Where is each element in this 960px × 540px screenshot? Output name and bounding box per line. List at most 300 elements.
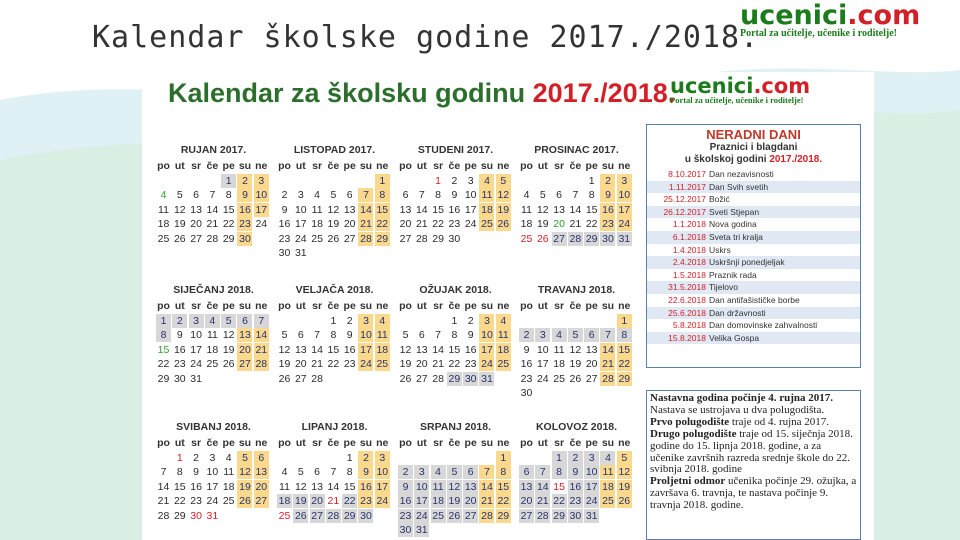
weekday-label: po	[399, 160, 412, 172]
day-cell: 10	[376, 466, 389, 478]
holiday-item	[647, 231, 860, 244]
day-cell: 5	[617, 451, 632, 465]
day-cell: 2	[467, 314, 474, 327]
day-cell: 6	[237, 314, 252, 328]
weekday-header	[277, 299, 392, 314]
day-cell: 23	[190, 495, 202, 507]
day-cell: 1	[435, 174, 442, 187]
day-cell: 3	[535, 328, 550, 342]
day-cell	[189, 174, 204, 188]
month-name: SIJEČANJ 2018.	[173, 284, 254, 296]
day-cell	[600, 314, 615, 328]
holiday-name: Dan nezavisnosti	[709, 169, 774, 179]
day-cell	[156, 451, 171, 465]
day-cell: 3	[467, 174, 474, 187]
day-cell: 22	[327, 358, 340, 370]
day-cell: 19	[327, 218, 340, 230]
day-cell: 13	[239, 329, 251, 341]
week-row	[277, 217, 392, 232]
day-cell	[237, 372, 252, 386]
day-cell: 10	[255, 189, 268, 201]
day-cell: 12	[569, 343, 582, 356]
month-name: SVIBANJ 2018.	[176, 421, 251, 433]
day-cell: 15	[157, 343, 170, 356]
school-year-info-box	[646, 390, 861, 540]
week-row	[156, 328, 271, 343]
day-cell: 24	[294, 232, 307, 245]
weekday-label: ne	[618, 437, 631, 449]
day-cell: 19	[448, 495, 461, 507]
day-cell: 5	[539, 189, 546, 201]
day-cell: 28	[415, 232, 428, 245]
day-cell: 23	[239, 218, 251, 230]
week-row	[398, 451, 513, 466]
weekday-label: ne	[618, 160, 631, 172]
day-cell: 4	[523, 189, 530, 201]
day-cell	[398, 314, 413, 328]
day-cell: 5	[237, 451, 252, 465]
holiday-date: 8.10.2017	[668, 169, 706, 179]
holiday-date: 6.1.2018	[672, 231, 706, 242]
week-row	[277, 509, 392, 524]
day-cell: 19	[536, 218, 549, 230]
day-cell: 7	[418, 189, 425, 201]
day-cell: 9	[467, 329, 474, 341]
weekday-label: če	[206, 300, 219, 312]
holiday-name: Sveti Stjepan	[709, 206, 760, 217]
week-row	[398, 372, 513, 387]
day-cell: 6	[418, 329, 425, 341]
day-cell: 14	[415, 203, 428, 216]
week-row	[156, 203, 271, 218]
weekday-label: ne	[376, 437, 389, 449]
day-cell: 1	[617, 314, 632, 328]
day-cell: 1	[156, 314, 171, 328]
weekday-label: pe	[464, 300, 477, 312]
day-cell: 15	[327, 343, 340, 356]
day-cell: 1	[330, 314, 337, 327]
holiday-name: Uskrs	[709, 244, 731, 255]
day-cell: 21	[602, 358, 614, 370]
weekday-label: su	[359, 300, 373, 312]
weekday-label: ut	[174, 300, 185, 312]
day-cell: 6	[254, 451, 269, 465]
weekday-label: ut	[537, 300, 548, 312]
weekday-header	[398, 159, 513, 174]
day-cell: 31	[294, 247, 307, 259]
weekday-label: sr	[433, 160, 444, 172]
month-calendar	[519, 144, 634, 246]
day-cell: 16	[399, 495, 412, 507]
weekday-label: ut	[174, 160, 185, 172]
day-cell: 4	[205, 314, 220, 328]
day-cell: 25	[376, 358, 389, 370]
day-cell: 18	[497, 343, 510, 356]
weekday-label: ut	[174, 437, 185, 449]
day-cell: 21	[255, 343, 268, 356]
info-second-semester-label: Drugo polugodište	[650, 427, 737, 440]
day-cell: 28	[157, 509, 170, 522]
weekday-label: su	[238, 300, 252, 312]
poster-heading: Kalendar za školsku godinu 2017./2018.	[168, 78, 676, 108]
day-cell: 26	[173, 232, 186, 245]
day-cell: 24	[255, 218, 268, 230]
week-row	[519, 357, 634, 372]
day-cell: 17	[294, 218, 307, 230]
day-cell: 15	[497, 480, 510, 493]
week-row	[277, 328, 392, 343]
weekday-label: po	[157, 300, 170, 312]
weekday-label: pe	[222, 300, 235, 312]
day-cell: 7	[358, 188, 373, 202]
week-row	[277, 314, 392, 329]
day-cell	[326, 451, 341, 465]
month-calendar	[156, 144, 271, 246]
weekday-label: pe	[464, 437, 477, 449]
day-cell: 13	[415, 343, 428, 356]
day-cell: 18	[278, 495, 291, 507]
day-cell: 11	[279, 480, 290, 493]
nonworking-title: NERADNI DANI	[706, 127, 801, 142]
holiday-name: Uskršnji ponedjeljak	[709, 257, 785, 268]
day-cell	[398, 451, 413, 465]
day-cell: 22	[157, 358, 170, 370]
day-cell: 1	[451, 314, 458, 327]
poster-logo-tagline: Portal za učitelje, učenike i roditelje!	[670, 95, 804, 105]
day-cell: 14	[311, 343, 323, 356]
day-cell: 18	[206, 343, 219, 356]
day-cell	[431, 451, 446, 465]
day-cell: 10	[464, 189, 477, 201]
info-spring-break: učenika počinje 29. ožujka, a završava 6. travnja, te nastava počinje 9. travnja 2018. godine.	[650, 475, 857, 512]
weekday-label: ut	[416, 437, 427, 449]
holiday-name: Sveta tri kralja	[709, 231, 763, 242]
week-row	[519, 372, 634, 387]
day-cell: 28	[602, 372, 614, 385]
day-cell	[293, 314, 308, 328]
day-cell	[398, 174, 413, 188]
month-name: RUJAN 2017.	[180, 144, 247, 156]
day-cell: 17	[618, 203, 631, 216]
week-row	[277, 480, 392, 495]
holiday-item	[647, 332, 860, 345]
day-cell: 27	[520, 509, 533, 522]
day-cell: 19	[173, 218, 186, 230]
weekday-label: ne	[497, 160, 510, 172]
day-cell: 8	[552, 465, 567, 479]
day-cell: 23	[448, 218, 461, 230]
day-cell: 20	[464, 495, 477, 507]
week-row	[519, 174, 634, 189]
day-cell: 4	[314, 189, 321, 201]
holiday-date: 22.6.2018	[668, 294, 706, 305]
day-cell: 27	[239, 358, 251, 370]
day-cell: 4	[600, 451, 615, 465]
day-cell	[326, 174, 341, 188]
nonworking-subtitle-year: u školskoj godini 2017./2018.	[684, 154, 823, 165]
day-cell: 1	[496, 451, 511, 465]
weekday-header	[277, 159, 392, 174]
day-cell: 15	[585, 203, 598, 216]
day-cell: 12	[173, 203, 186, 216]
holiday-item	[647, 319, 860, 332]
week-row	[519, 328, 634, 343]
day-cell: 11	[375, 328, 390, 342]
day-cell: 17	[481, 343, 493, 356]
weekday-label: pe	[222, 437, 235, 449]
day-cell: 30	[520, 387, 533, 399]
day-cell: 23	[278, 232, 291, 245]
day-cell: 12	[399, 343, 412, 356]
month-name: OŽUJAK 2018.	[419, 284, 492, 296]
day-cell: 8	[375, 188, 390, 202]
weekday-label: su	[359, 160, 373, 172]
day-cell	[254, 509, 269, 523]
day-cell: 8	[156, 328, 171, 342]
day-cell: 4	[479, 174, 494, 188]
weekday-label: su	[238, 437, 252, 449]
day-cell	[535, 314, 550, 328]
day-cell: 25	[432, 509, 444, 522]
month-calendar	[277, 421, 392, 523]
day-cell: 11	[600, 465, 615, 479]
day-cell: 4	[225, 451, 232, 464]
day-cell: 17	[360, 343, 372, 356]
day-cell: 13	[311, 480, 323, 493]
day-cell: 7	[209, 189, 216, 201]
day-cell	[254, 232, 269, 246]
holiday-date: 15.8.2018	[668, 332, 706, 343]
week-row	[398, 203, 513, 218]
day-cell	[431, 523, 446, 537]
week-row	[519, 343, 634, 358]
day-cell	[342, 246, 357, 260]
day-cell: 22	[585, 218, 598, 230]
day-cell: 15	[618, 343, 631, 356]
holiday-name: Nova godina	[709, 219, 757, 230]
day-cell: 5	[568, 328, 583, 342]
week-row	[398, 314, 513, 329]
day-cell: 1	[176, 451, 183, 464]
day-cell: 7	[572, 189, 579, 201]
week-row	[156, 357, 271, 372]
day-cell: 21	[432, 358, 444, 370]
day-cell: 12	[536, 203, 549, 216]
week-row	[156, 217, 271, 232]
holiday-item	[647, 193, 860, 206]
weekday-label: su	[480, 160, 494, 172]
weekday-label: pe	[464, 160, 477, 172]
day-cell: 4	[431, 465, 446, 479]
weekday-label: sr	[554, 437, 565, 449]
month-calendar	[519, 284, 634, 401]
holiday-item	[647, 294, 860, 307]
day-cell	[600, 509, 615, 523]
holiday-name: Dan Svih svetih	[709, 181, 769, 192]
day-cell: 27	[343, 232, 356, 245]
day-cell	[568, 174, 583, 188]
day-cell: 18	[432, 495, 444, 507]
day-cell: 2	[451, 174, 458, 187]
day-cell: 13	[190, 203, 202, 216]
day-cell: 22	[432, 218, 444, 230]
day-cell: 24	[190, 358, 202, 370]
day-cell: 29	[618, 372, 631, 385]
week-row	[277, 372, 392, 387]
day-cell: 23	[399, 509, 412, 522]
day-cell: 7	[600, 328, 615, 342]
weekday-label: po	[157, 160, 170, 172]
day-cell: 20	[294, 358, 307, 370]
day-cell: 1	[346, 451, 353, 464]
day-cell: 30	[360, 509, 372, 522]
day-cell: 7	[314, 329, 321, 341]
day-cell	[310, 314, 325, 328]
day-cell: 12	[448, 480, 461, 493]
weekday-label: sr	[433, 300, 444, 312]
day-cell: 21	[415, 218, 428, 230]
week-row	[398, 188, 513, 203]
week-row	[277, 465, 392, 480]
day-cell: 9	[281, 203, 288, 216]
day-cell: 23	[343, 358, 356, 370]
day-cell: 9	[346, 329, 353, 341]
day-cell: 27	[294, 372, 307, 385]
day-cell: 2	[281, 189, 288, 201]
weekday-label: sr	[312, 160, 323, 172]
day-cell: 7	[330, 466, 337, 478]
weekday-label: su	[601, 300, 615, 312]
month-calendar	[277, 144, 392, 261]
week-row	[277, 357, 392, 372]
day-cell: 12	[497, 189, 510, 201]
weekday-label: po	[520, 160, 533, 172]
week-row	[156, 494, 271, 509]
holiday-date: 2.4.2018	[672, 257, 706, 268]
day-cell: 25	[311, 232, 323, 245]
info-spring-break-label: Proljetni odmor	[650, 475, 726, 488]
day-cell: 22	[618, 358, 631, 370]
weekday-label: po	[278, 437, 291, 449]
day-cell: 29	[448, 372, 461, 385]
day-cell	[375, 246, 390, 260]
holiday-name: Dan državnosti	[709, 307, 766, 318]
day-cell	[447, 451, 462, 465]
day-cell: 25	[481, 218, 493, 230]
day-cell	[358, 174, 373, 188]
day-cell: 11	[479, 188, 494, 202]
week-row	[398, 232, 513, 247]
day-cell	[519, 314, 534, 328]
day-cell	[310, 451, 325, 465]
info-semesters: Nastava se ustrojava u dva polugodišta.	[650, 403, 825, 416]
day-cell	[552, 174, 567, 188]
day-cell: 27	[255, 495, 268, 507]
day-cell: 30	[239, 232, 251, 245]
day-cell: 9	[237, 188, 252, 202]
holiday-name: Dan antifašističke borbe	[709, 294, 800, 305]
day-cell: 13	[464, 480, 477, 493]
day-cell: 13	[294, 343, 307, 356]
day-cell: 30	[448, 232, 461, 245]
weekday-label: pe	[343, 300, 356, 312]
week-row	[277, 174, 392, 189]
week-row	[398, 343, 513, 358]
day-cell: 11	[158, 203, 169, 216]
weekday-label: su	[480, 437, 494, 449]
day-cell: 30	[464, 372, 477, 385]
day-cell	[463, 523, 478, 537]
day-cell: 14	[481, 480, 493, 493]
day-cell	[568, 314, 583, 328]
day-cell: 12	[239, 466, 251, 478]
day-cell: 27	[464, 509, 477, 522]
holiday-item	[647, 307, 860, 320]
day-cell: 14	[255, 329, 268, 341]
holiday-item	[647, 244, 860, 257]
day-cell: 5	[281, 329, 288, 341]
day-cell: 31	[415, 524, 428, 536]
day-cell: 5	[447, 465, 462, 479]
day-cell: 20	[190, 218, 202, 230]
week-row	[519, 188, 634, 203]
day-cell: 2	[172, 314, 187, 328]
day-cell: 15	[222, 203, 235, 216]
day-cell	[414, 174, 429, 188]
weekday-label: pe	[222, 160, 235, 172]
day-cell: 6	[556, 189, 563, 201]
day-cell: 27	[585, 372, 598, 385]
day-cell: 22	[173, 495, 186, 507]
month-name: LISTOPAD 2017.	[293, 144, 376, 156]
weekday-label: ut	[416, 300, 427, 312]
weekday-header	[519, 299, 634, 314]
day-cell: 10	[415, 480, 428, 493]
week-row	[519, 509, 634, 524]
day-cell	[310, 174, 325, 188]
day-cell: 24	[618, 218, 631, 230]
day-cell	[221, 372, 236, 386]
day-cell	[326, 246, 341, 260]
day-cell	[310, 246, 325, 260]
holiday-list	[647, 168, 860, 344]
week-row	[519, 494, 634, 509]
day-cell: 5	[297, 466, 304, 478]
day-cell	[414, 451, 429, 465]
day-cell	[496, 523, 511, 537]
day-cell: 21	[157, 495, 170, 507]
day-cell: 14	[536, 480, 549, 493]
weekday-header	[277, 436, 392, 451]
weekday-label: če	[569, 437, 582, 449]
month-name: PROSINAC 2017.	[534, 144, 619, 156]
day-cell: 2	[193, 451, 200, 464]
day-cell: 30	[190, 509, 202, 522]
day-cell: 27	[190, 232, 202, 245]
day-cell: 16	[569, 480, 582, 493]
day-cell	[584, 386, 599, 400]
day-cell: 28	[481, 509, 493, 522]
day-cell: 28	[432, 372, 444, 385]
weekday-label: su	[601, 160, 615, 172]
weekday-label: pe	[585, 160, 598, 172]
day-cell: 23	[360, 495, 372, 507]
weekday-label: če	[206, 437, 219, 449]
week-row	[519, 314, 634, 329]
day-cell	[479, 523, 494, 537]
day-cell: 29	[553, 509, 565, 522]
day-cell: 6	[297, 329, 304, 341]
